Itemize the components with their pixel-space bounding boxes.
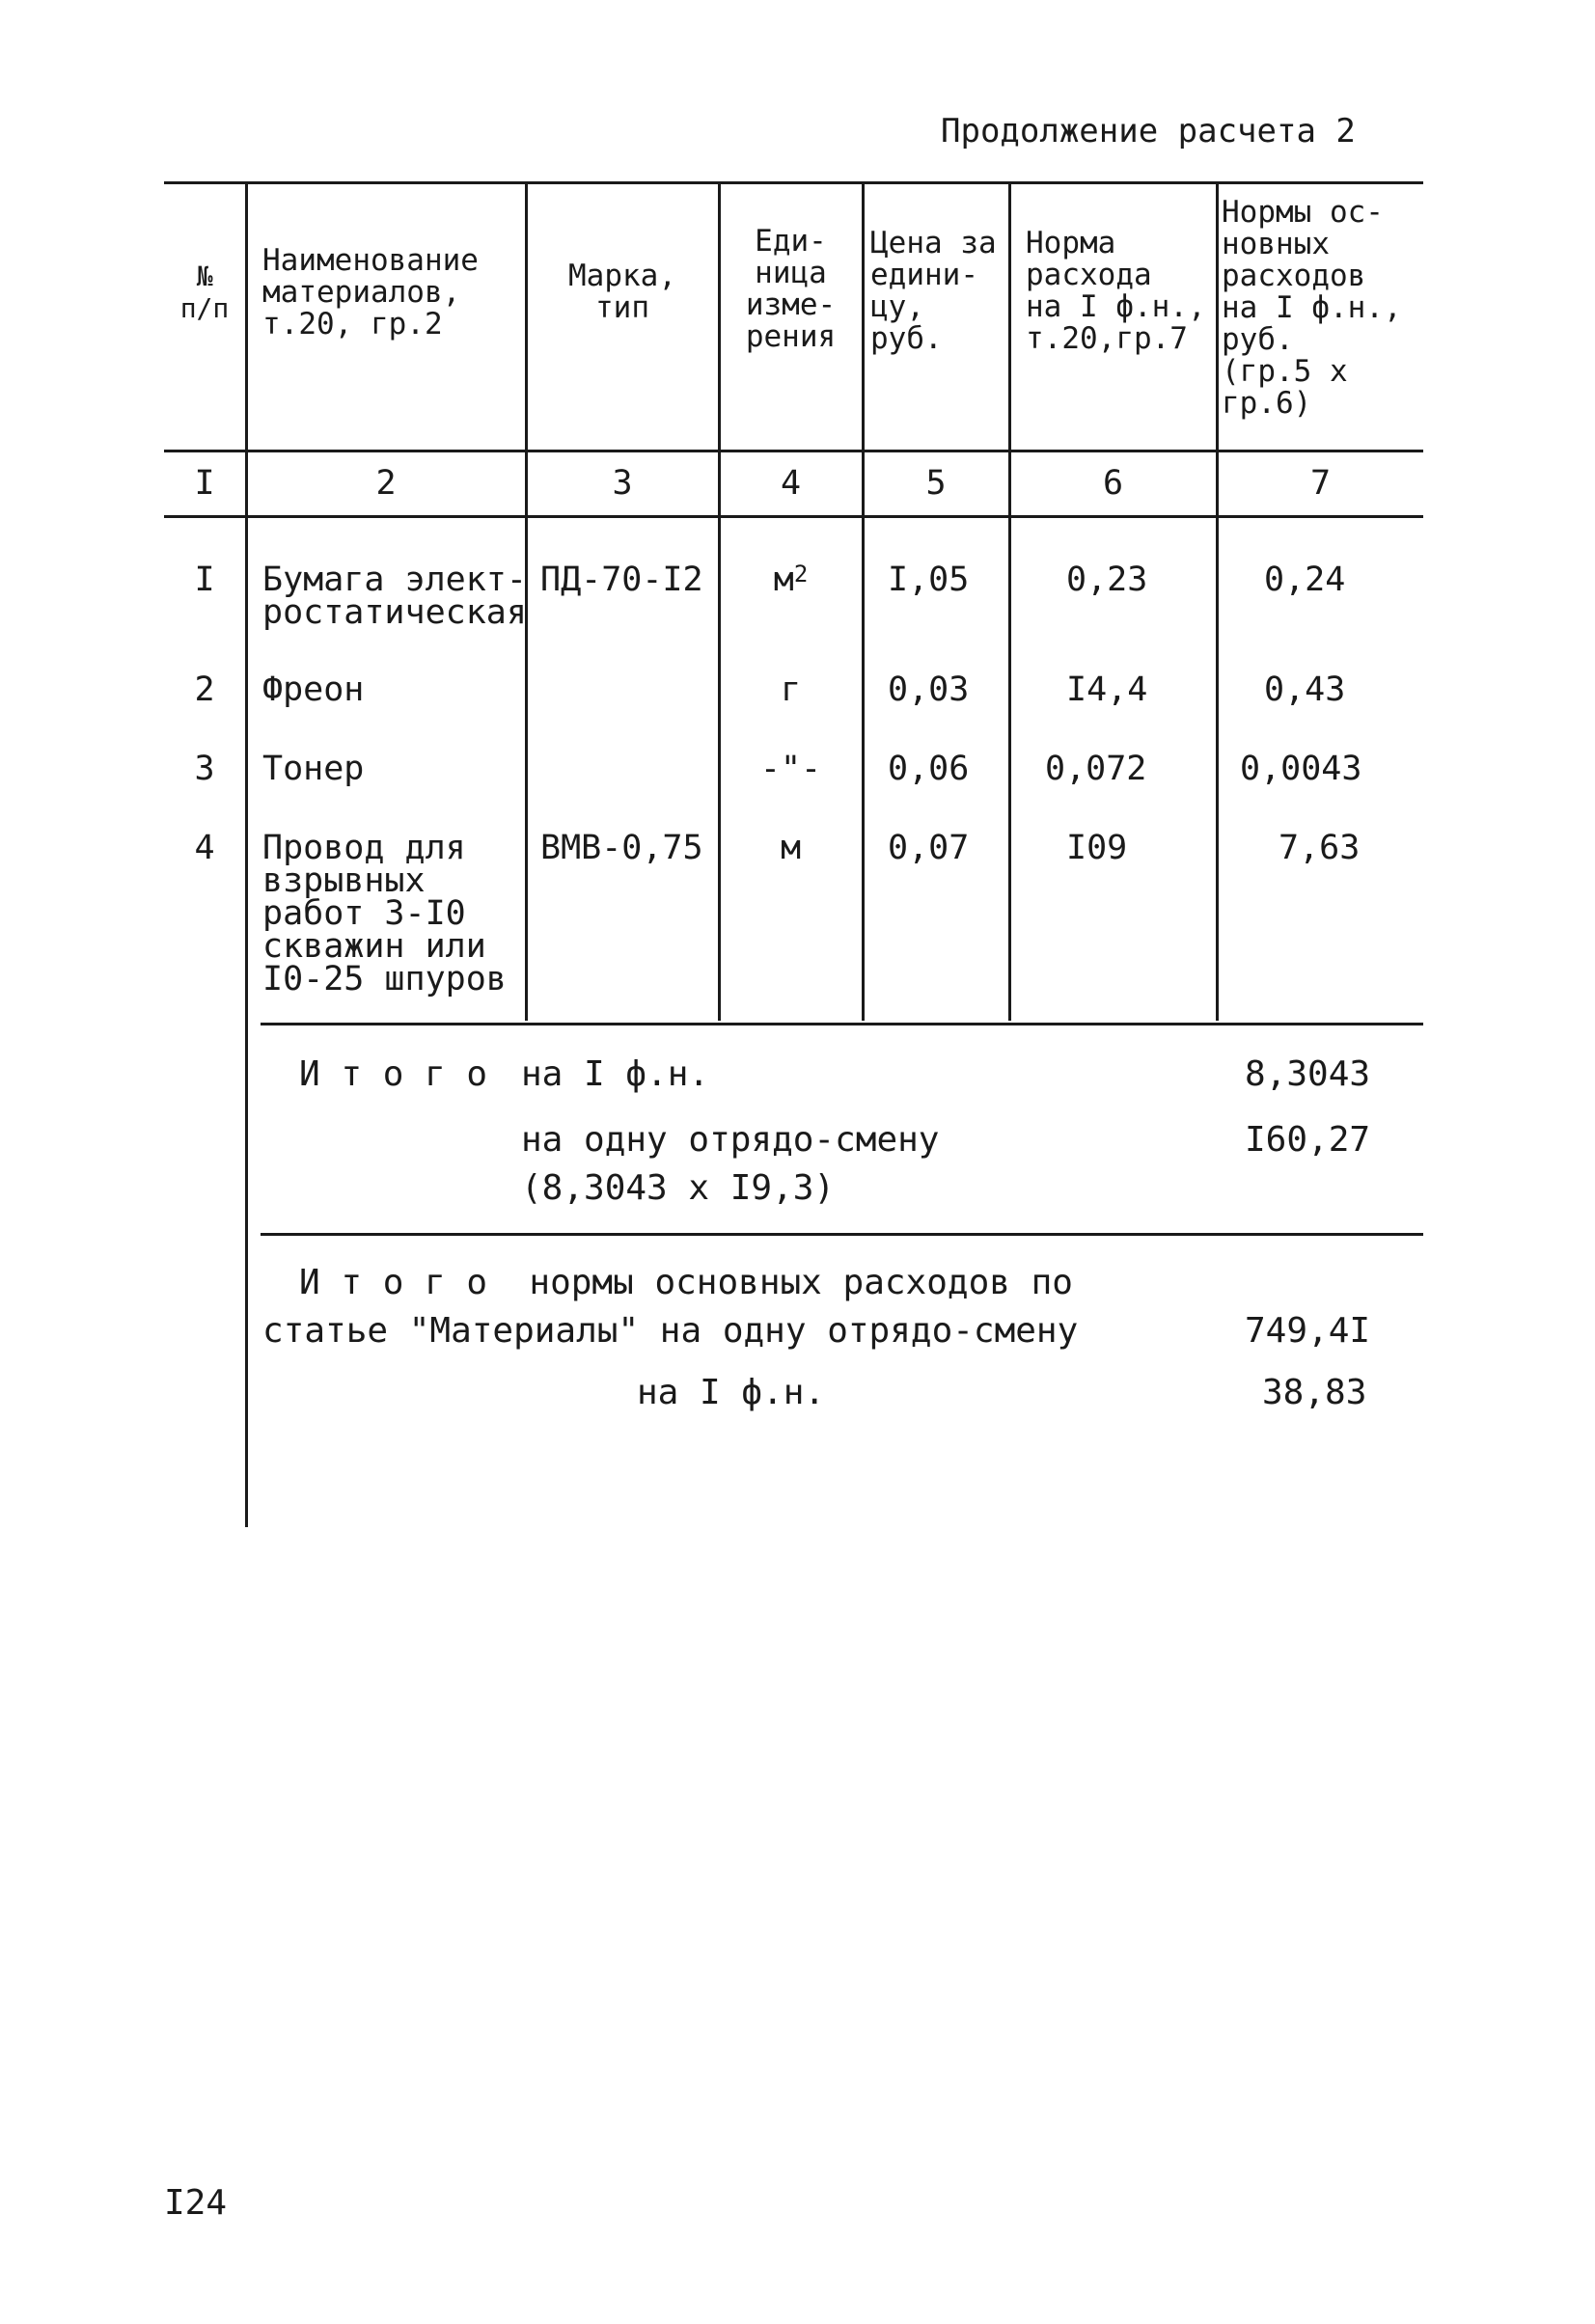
row-norm: I09: [1066, 829, 1128, 867]
totals-per-shift-label: на одну отрядо-смену: [521, 1120, 940, 1160]
col-header-price: Цена за едини- цу, руб.: [870, 226, 997, 356]
col-divider-5: [1008, 181, 1011, 1021]
row-cost: 0,43: [1264, 670, 1346, 709]
row-norm: 0,072: [1045, 750, 1147, 788]
grand-total-line-2: статье "Материалы" на одну отрядо-смену: [262, 1311, 1079, 1351]
row-number: 2: [194, 670, 215, 709]
col-number: I: [194, 464, 215, 503]
col-divider-4: [862, 181, 865, 1021]
totals-per-fn-value: 8,3043: [1245, 1054, 1371, 1094]
grand-total-line-1: И т о г о нормы основных расходов по: [299, 1263, 1073, 1302]
row-number: 4: [194, 829, 215, 867]
row-material-name: Провод для взрывных работ 3-I0 скважин или I0-25 шпуров: [262, 829, 507, 998]
row-price: 0,07: [888, 829, 970, 867]
row-cost: 0,0043: [1240, 750, 1362, 788]
number-row-rule: [164, 515, 1423, 518]
col-number: 3: [612, 464, 633, 503]
col-header-cost: Нормы ос- новных расходов на I ф.н., руб. (гр.5 х гр.6): [1222, 195, 1402, 421]
row-price: 0,03: [888, 670, 970, 709]
row-price: 0,06: [888, 750, 970, 788]
row-unit: -"-: [759, 750, 822, 788]
unit-superscript: 2: [793, 560, 809, 588]
col-divider-3: [718, 181, 721, 1021]
totals-label: И т о г о: [299, 1054, 488, 1094]
grand-total-shift-value: 749,4I: [1245, 1311, 1371, 1351]
table-top-rule: [164, 181, 1423, 184]
grand-total-per-fn-value: 38,83: [1262, 1373, 1367, 1412]
row-material-name: Бумага элект- ростатическая: [262, 560, 527, 632]
row-cost: 0,24: [1264, 560, 1346, 599]
col-header-mark: Марка, тип: [568, 259, 676, 325]
row-mark: ПД-70-I2: [540, 560, 703, 599]
row-mark: ВМВ-0,75: [540, 829, 703, 867]
row-norm: I4,4: [1066, 670, 1148, 709]
page-header: Продолжение расчета 2: [941, 112, 1356, 150]
col-divider-1: [245, 181, 248, 1527]
row-price: I,05: [888, 560, 970, 599]
col-divider-6: [1216, 181, 1219, 1021]
row-cost: 7,63: [1279, 829, 1361, 867]
grand-total-per-fn-label: на I ф.н.: [637, 1373, 826, 1412]
col-number: 2: [375, 464, 397, 503]
totals-formula: (8,3043 х I9,3): [521, 1168, 836, 1208]
row-number: 3: [194, 750, 215, 788]
col-header-name: Наименование материалов, т.20, гр.2: [262, 243, 479, 342]
row-unit: $м^2$: [773, 560, 809, 599]
col-header-num: № п/п: [179, 260, 230, 324]
row-unit: м: [780, 829, 802, 867]
col-header-norm: Норма расхода на I ф.н., т.20,гр.7: [1026, 226, 1206, 356]
col-number: 6: [1102, 464, 1124, 503]
row-unit: г: [780, 670, 802, 709]
col-number: 5: [925, 464, 947, 503]
col-header-unit: Еди- ница изме- рения: [745, 224, 837, 354]
totals-per-fn-label: на I ф.н.: [521, 1054, 710, 1094]
page-number: I24: [164, 2183, 228, 2223]
row-number: I: [194, 560, 215, 599]
col-number: 4: [780, 464, 802, 503]
row-norm: 0,23: [1066, 560, 1148, 599]
row-material-name: Фреон: [262, 670, 365, 709]
row-material-name: Тонер: [262, 750, 365, 788]
totals-divider-rule: [261, 1233, 1423, 1236]
col-number: 7: [1309, 464, 1332, 503]
totals-per-shift-value: I60,27: [1245, 1120, 1371, 1160]
items-bottom-rule: [261, 1023, 1423, 1025]
header-bottom-rule: [164, 450, 1423, 452]
